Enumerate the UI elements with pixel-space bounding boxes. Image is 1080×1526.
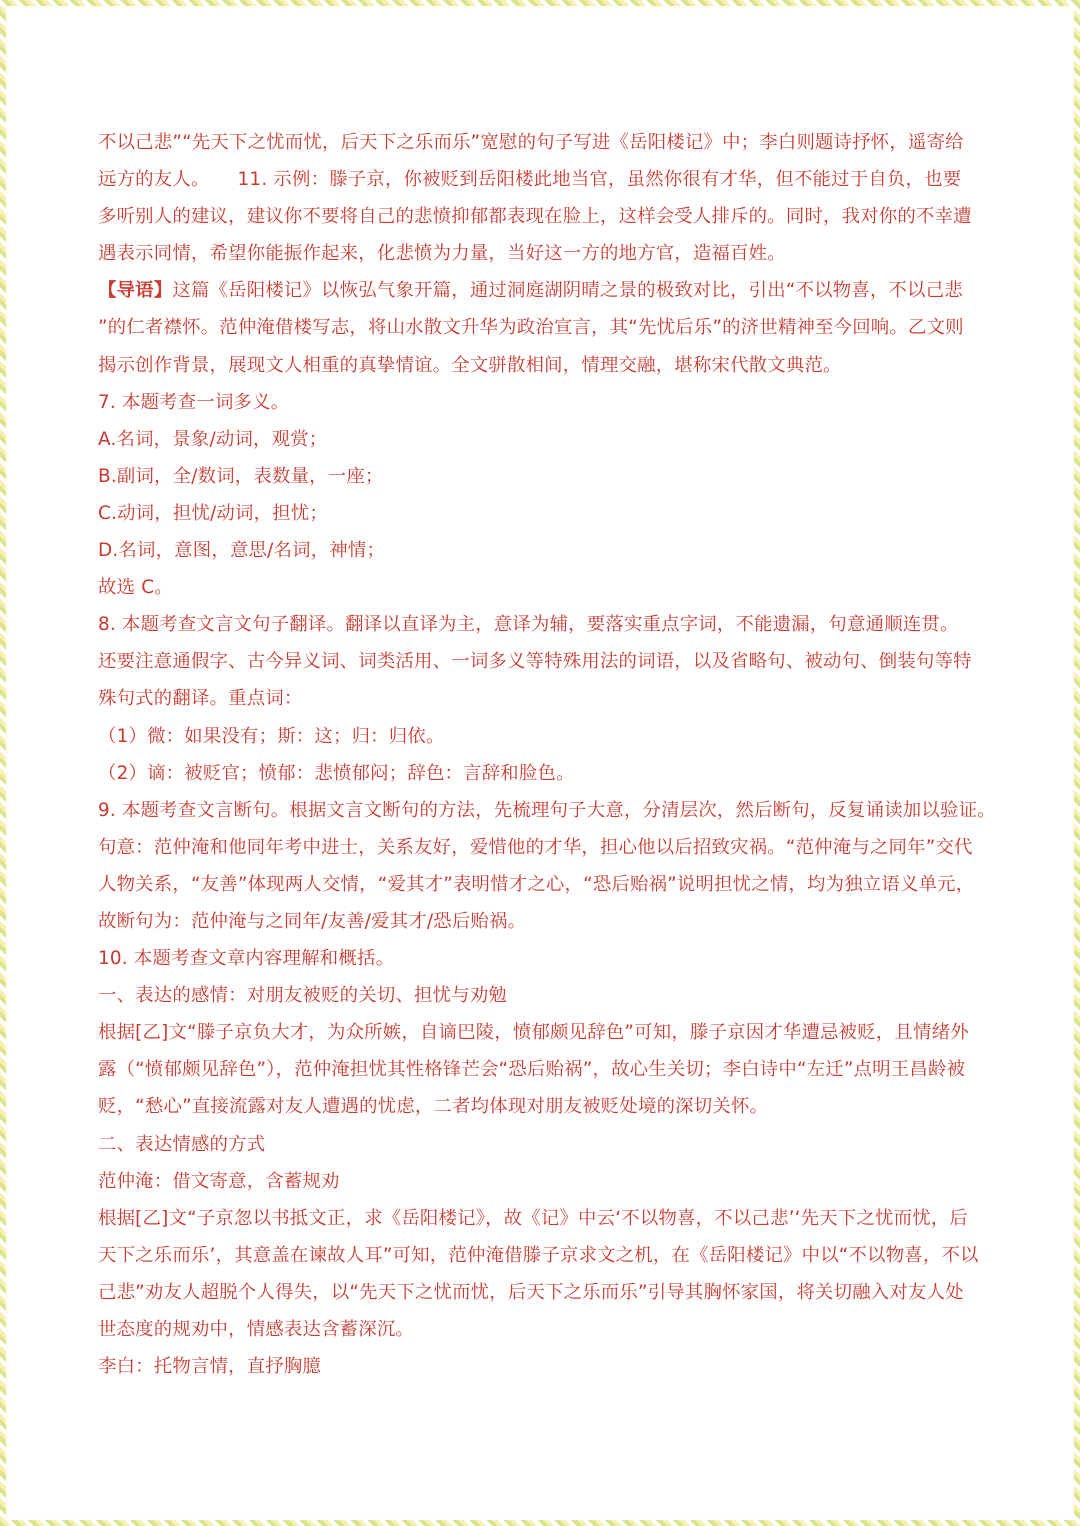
- text-line-12: D.名词，意图，意思/名词，神情；: [98, 540, 386, 562]
- text-line-26: 露（“愤郁颇见辞色”），范仲淹担忧其性格锋芒会“恐后贻祸”，故心生关切；李白诗中“左迁”点明王昌龄被: [98, 1059, 966, 1081]
- text-line-13: 故选 C。: [98, 577, 173, 599]
- daoyu-tag: 【导语】: [98, 280, 173, 302]
- text-line-18: （2）谪：被贬官；愤郁：悲愤郁闷；辞色：言辞和脸色。: [98, 762, 575, 784]
- text-line-4: 遇表示同情，希望你能振作起来，化悲愤为力量，当好这一方的地方官，造福百姓。: [98, 243, 786, 265]
- text-line-7: 揭示创作背景，展现文人相重的真挚情谊。全文骈散相间，情理交融，堪称宋代散文典范。: [98, 354, 842, 376]
- text-line-16: 殊句式的翻译。重点词：: [98, 688, 303, 710]
- text-line-31: 天下之乐而乐’，其意盖在谏故人耳”可知，范仲淹借滕子京求文之机，在《岳阳楼记》中以“不以物喜，不以: [98, 1244, 979, 1266]
- text-line-2: 远方的友人。 11. 示例：滕子京，你被贬到岳阳楼此地当官，虽然你很有才华，但不能过于自负，也要: [98, 169, 962, 191]
- text-line-23: 10. 本题考查文章内容理解和概括。: [98, 948, 395, 970]
- text-line-21: 人物关系，“友善”体现两人交情，“爱其才”表明惜才之心，“恐后贻祸”说明担忧之情，均为独立语义单元，: [98, 873, 975, 895]
- text-line-11: C.动词，担忧/动词，担忧；: [98, 502, 328, 524]
- text-line-8: 7. 本题考查一词多义。: [98, 391, 290, 413]
- text-line-29: 范仲淹：借文寄意，含蓄规劝: [98, 1170, 340, 1192]
- daoyu-text: 这篇《岳阳楼记》以恢弘气象开篇，通过洞庭湖阴晴之景的极致对比，引出“不以物喜，不以己悲: [172, 280, 963, 302]
- answer-text-body: [98, 124, 998, 1385]
- text-line-9: A.名词，景象/动词，观赏；: [98, 428, 328, 450]
- daoyu-line: [98, 272, 998, 309]
- text-line-15: 还要注意通假字、古今异义词、词类活用、一词多义等特殊用法的词语，以及省略句、被动句、倒装句等特: [98, 651, 972, 673]
- text-line-14: 8. 本题考查文言文句子翻译。翻译以直译为主，意译为辅，要落实重点字词，不能遗漏，句意通顺连贯。: [98, 614, 959, 636]
- text-line-10: B.副词，全/数词，表数量，一座；: [98, 465, 384, 487]
- text-line-3: 多听别人的建议，建议你不要将自己的悲愤抑郁都表现在脸上，这样会受人排斥的。同时，我对你的不幸遭: [98, 206, 972, 228]
- text-line-33: 世态度的规劝中，情感表达含蓄深沉。: [98, 1319, 415, 1340]
- text-line-6: ”的仁者襟怀。范仲淹借楼写志，将山水散文升华为政治宣言，其“先忧后乐”的济世精神至今回响。乙文则: [98, 317, 964, 339]
- text-line-19: 9. 本题考查文言断句。根据文言文断句的方法，先梳理句子大意，分清层次，然后断句，反复诵读加以验证。: [98, 799, 996, 821]
- text-line-28: 二、表达情感的方式: [98, 1133, 266, 1155]
- text-line-24: 一、表达的感情：对朋友被贬的关切、担忧与劝勉: [98, 985, 507, 1007]
- text-line-25: 根据[乙]文“滕子京负大才，为众所嫉，自谪巴陵，愤郁颇见辞色”可知，滕子京因才华遭忌被贬，且情绪外: [98, 1022, 969, 1044]
- text-line-32: 己悲”劝友人超脱个人得失，以“先天下之忧而忧，后天下之乐而乐”引导其胸怀家国，将关切融入对友人处: [98, 1281, 964, 1303]
- text-line-20: 句意：范仲淹和他同年考中进士，关系友好，爱惜他的才华，担心他以后招致灾祸。“范仲淹与之同年”交代: [98, 836, 973, 858]
- text-line-22: 故断句为：范仲淹与之同年/友善/爱其才/恐后贻祸。: [98, 910, 527, 932]
- text-line-34: 李白：托物言情，直抒胸臆: [98, 1356, 322, 1378]
- text-line-27: 贬，“愁心”直接流露对友人遭遇的忧虑，二者均体现对朋友被贬处境的深切关怀。: [98, 1096, 769, 1118]
- text-line-30: 根据[乙]文“子京忽以书抵文正，求《岳阳楼记》，故《记》中云‘不以物喜，不以己悲’‘先天下之忧而忧，后: [98, 1207, 968, 1229]
- text-line-1: 不以己悲”“先天下之忧而忧，后天下之乐而乐”宽慰的句子写进《岳阳楼记》中；李白则题诗抒怀，遥寄给: [98, 132, 964, 153]
- text-line-17: （1）微：如果没有；斯：这；归：归依。: [98, 725, 445, 747]
